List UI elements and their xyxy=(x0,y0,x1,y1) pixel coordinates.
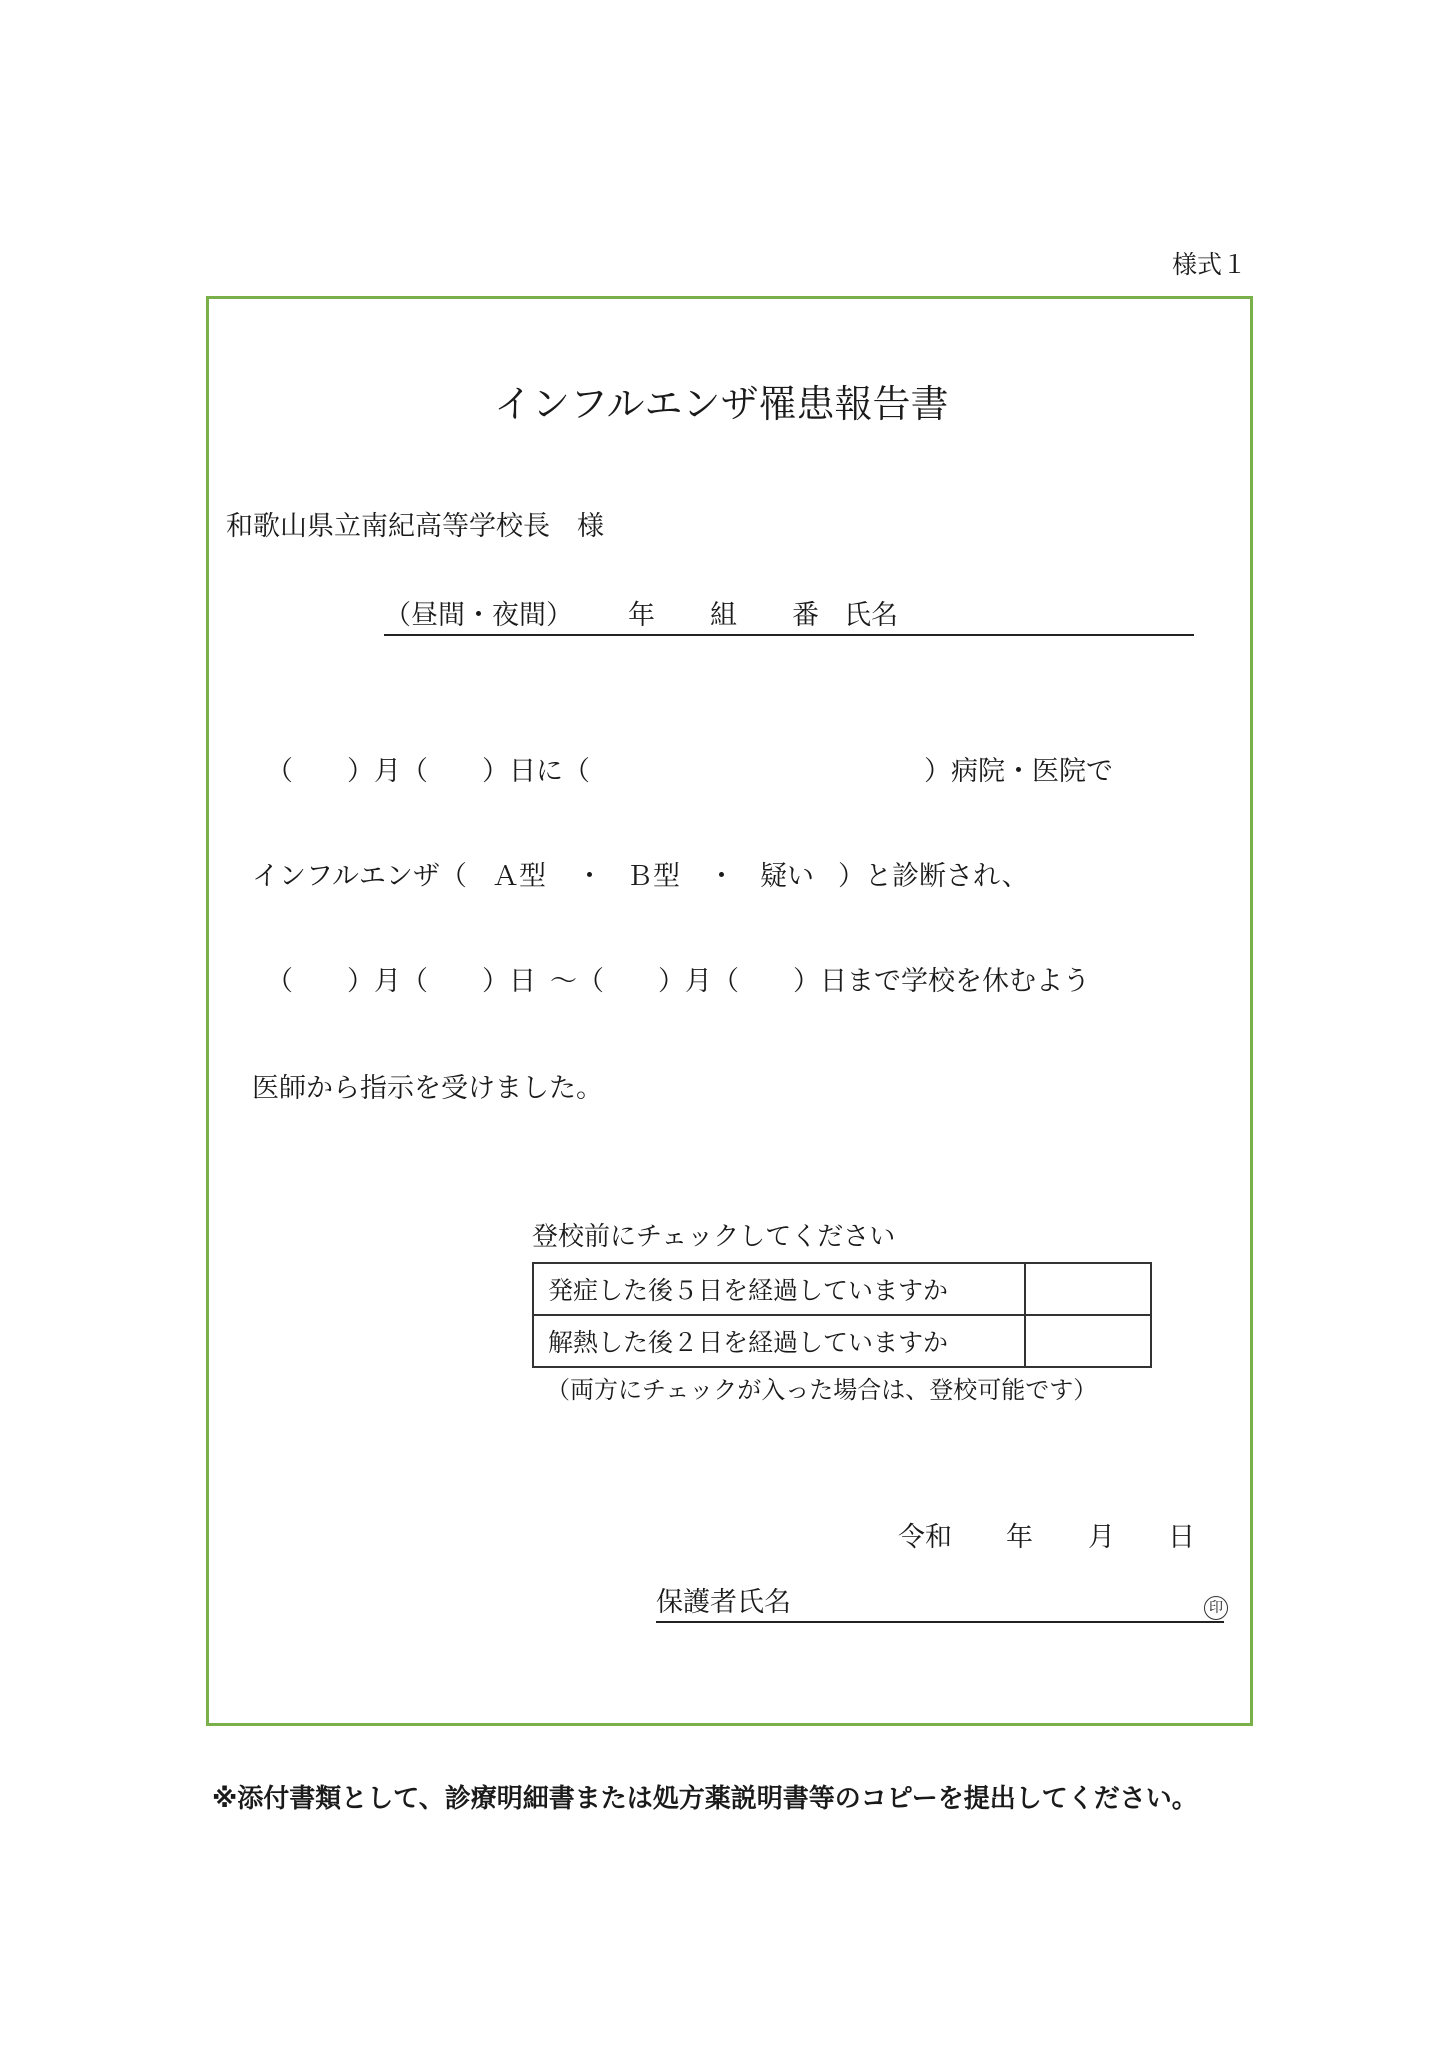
class-label: 組 xyxy=(710,600,737,631)
checklist-table xyxy=(532,1262,1152,1368)
date-month-label: 月 xyxy=(1088,1522,1115,1553)
visit-date-text: （ ）月（ ）日に（ xyxy=(266,756,590,787)
hospital-text: ）病院・医院で xyxy=(924,756,1113,787)
seal-mark-icon: 印 xyxy=(1204,1596,1228,1620)
diagnosis-prefix: インフルエンザ（ xyxy=(252,861,467,892)
absence-start-text: （ ）月（ ）日 xyxy=(266,966,536,997)
checklist-checkbox[interactable] xyxy=(1025,1315,1151,1367)
separator-dot: ・ xyxy=(576,861,603,892)
date-day-label: 日 xyxy=(1168,1522,1195,1553)
form-number: 様式１ xyxy=(1172,250,1248,279)
type-a-option[interactable]: Ａ型 xyxy=(492,861,546,892)
checklist-item-label: 解熱した後２日を経過していますか xyxy=(533,1315,1025,1367)
page-title: インフルエンザ罹患報告書 xyxy=(494,382,949,426)
number-label: 番 xyxy=(792,600,819,631)
guardian-name-label: 保護者氏名 xyxy=(656,1587,791,1618)
addressee: 和歌山県立南紀高等学校長 様 xyxy=(226,511,604,542)
diagnosis-suffix: ）と診断され、 xyxy=(838,861,1029,892)
footer-note: ※添付書類として、診療明細書または処方薬説明書等のコピーを提出してください。 xyxy=(212,1784,1198,1814)
name-label: 氏名 xyxy=(844,600,898,631)
era-label: 令和 xyxy=(898,1522,952,1553)
doctor-instruction: 医師から指示を受けました。 xyxy=(252,1073,603,1104)
checklist-checkbox[interactable] xyxy=(1025,1263,1151,1315)
type-b-option[interactable]: Ｂ型 xyxy=(626,861,680,892)
year-label: 年 xyxy=(628,600,655,631)
suspected-option[interactable]: 疑い xyxy=(760,861,814,892)
checklist-heading: 登校前にチェックしてください xyxy=(532,1222,896,1252)
checklist-item-label: 発症した後５日を経過していますか xyxy=(533,1263,1025,1315)
table-row xyxy=(533,1263,1151,1315)
student-underline xyxy=(384,634,1194,636)
guardian-underline xyxy=(656,1621,1224,1623)
course-label: （昼間・夜間） xyxy=(384,600,573,631)
absence-end-text: ～（ ）月（ ）日まで学校を休むよう xyxy=(550,966,1090,997)
date-year-label: 年 xyxy=(1006,1522,1033,1553)
table-row xyxy=(533,1315,1151,1367)
checklist-note: （両方にチェックが入った場合は、登校可能です） xyxy=(546,1376,1098,1404)
separator-dot: ・ xyxy=(708,861,735,892)
